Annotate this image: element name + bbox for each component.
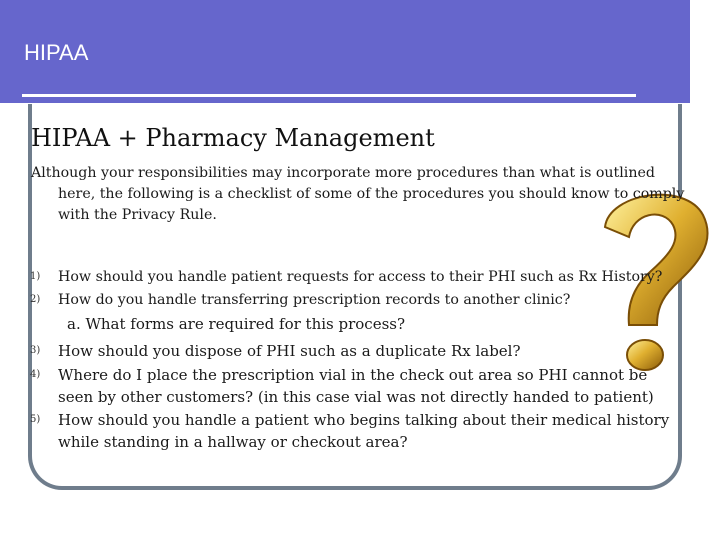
list-text: How should you dispose of PHI such as a duplicate Rx label? <box>58 342 521 360</box>
header-rule <box>22 94 636 97</box>
intro-line: here, the following is a checklist of some of the procedures you should know to comply <box>58 186 685 202</box>
header-band <box>0 0 690 103</box>
slide-title: HIPAA + Pharmacy Management <box>31 124 435 152</box>
intro-line: Although your responsibilities may incorporate more procedures than what is outlined <box>31 165 655 181</box>
list-number: 1) <box>30 271 41 282</box>
list-text: Where do I place the prescription vial in the check out area so PHI cannot be <box>58 366 648 384</box>
list-number: 4) <box>30 369 41 380</box>
list-number: 2) <box>30 294 41 305</box>
intro-paragraph <box>31 163 685 226</box>
list-text: How should you handle a patient who begins talking about their medical history <box>58 411 670 429</box>
list-text: How should you handle patient requests for access to their PHI such as Rx History? <box>58 269 663 285</box>
list-number: 5) <box>30 414 41 425</box>
right-strip <box>690 0 720 156</box>
header-title: HIPAA <box>24 40 89 65</box>
list-text: How do you handle transferring prescription records to another clinic? <box>58 292 571 308</box>
list-text: seen by other customers? (in this case vial was not directly handed to patient) <box>58 388 654 406</box>
sub-list-item: a. What forms are required for this process? <box>67 315 406 333</box>
list-number: 3) <box>30 345 41 356</box>
list-text: while standing in a hallway or checkout area? <box>58 433 408 451</box>
intro-line: with the Privacy Rule. <box>58 207 217 223</box>
